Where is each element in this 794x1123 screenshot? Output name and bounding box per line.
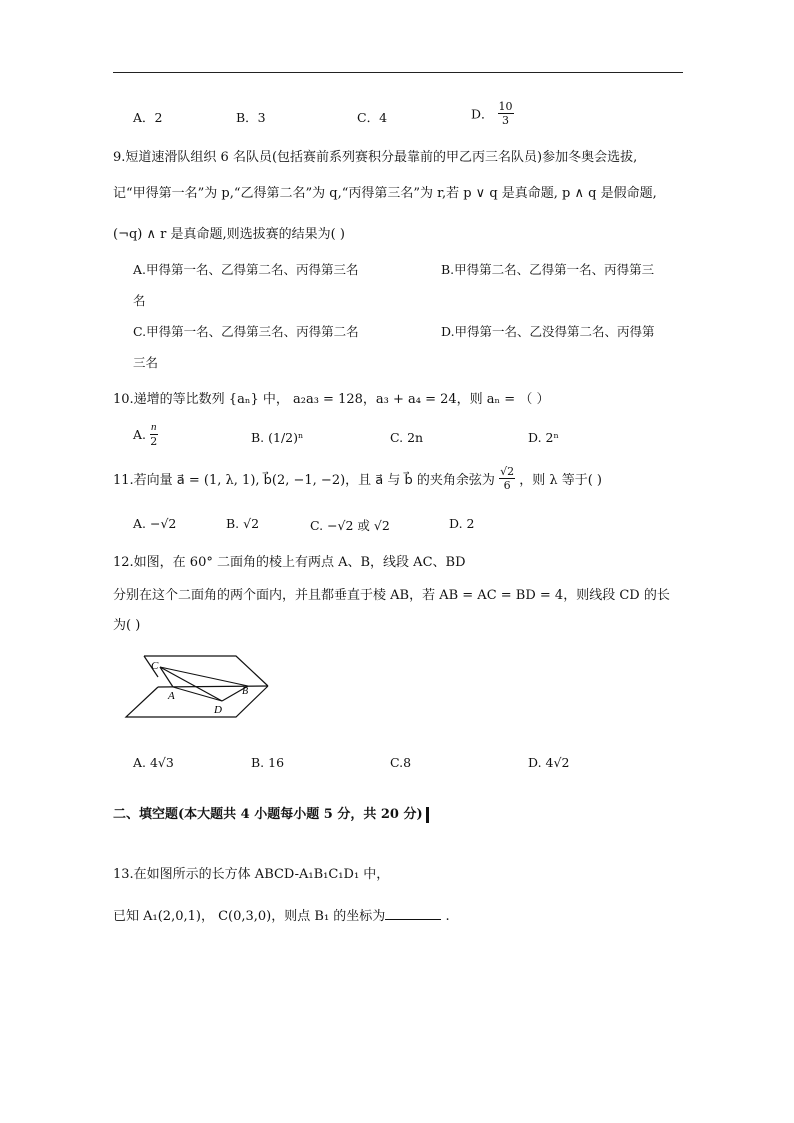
q9-stem-line2: 记“甲得第一名”为 p,“乙得第二名”为 q,“丙得第三名”为 r,若 p ∨ q 是真命题, p ∧ q 是假命题,	[113, 186, 657, 201]
q10-option-c: C. 2n	[390, 430, 424, 445]
q11-frac-denominator: 6	[503, 479, 511, 492]
q9-option-c: C.甲得第一名、乙得第三名、丙得第二名	[133, 324, 359, 339]
q9-stem-line1: 9.短道速滑队组织 6 名队员(包括赛前系列赛积分最靠前的甲乙丙三名队员)参加冬奥会选拔,	[113, 150, 638, 165]
q8-option-d-label: D．	[471, 106, 494, 122]
q9-option-d: D.甲得第一名、乙没得第二名、丙得第	[441, 324, 655, 339]
q8-option-d-fraction	[498, 101, 514, 126]
q11-option-b: B. √2	[226, 516, 260, 531]
q10-a-label: A.	[133, 427, 147, 442]
q9-stem-line3: (¬q) ∧ r 是真命题,则选拔赛的结果为( )	[113, 227, 345, 242]
ridge-line	[158, 686, 268, 687]
q12-option-a: A. 4√3	[133, 755, 174, 770]
q13-stem-after: .	[445, 909, 450, 924]
q10-option-a	[133, 422, 158, 447]
label-a: A	[168, 690, 175, 702]
label-d: D	[214, 704, 222, 716]
q11-stem-before: 11.若向量 a⃗ = (1, λ, 1), b⃗(2, −1, −2)，且 a⃗ 与 b⃗ 的夹角余弦为	[113, 473, 495, 488]
q8-option-a: A．2	[133, 110, 163, 125]
cursor-bar	[426, 807, 429, 823]
q11-option-a: A. −√2	[133, 516, 177, 531]
q8-d-denominator: 3	[502, 114, 510, 127]
label-c: C	[151, 660, 159, 672]
segment-ad	[173, 687, 222, 701]
section-heading	[113, 803, 429, 823]
q13-stem-before: 已知 A₁(2,0,1)， C(0,3,0)，则点 B₁ 的坐标为	[113, 909, 386, 924]
q8-option-d	[471, 101, 514, 126]
q12-option-d: D. 4√2	[528, 755, 570, 770]
q11-stem-after: ，则 λ 等于( )	[519, 473, 602, 488]
header-rule	[113, 72, 683, 73]
q11-frac-numerator: √2	[500, 465, 515, 478]
dihedral-angle-figure	[118, 650, 278, 725]
q9-option-b-wrap: 名	[133, 293, 146, 308]
q13-stem-line1: 13.在如图所示的长方体 ABCD-A₁B₁C₁D₁ 中，	[113, 867, 390, 882]
section-heading-text: 二、填空题(本大题共 4 小题每小题 5 分，共 20 分)	[113, 807, 423, 822]
answer-blank[interactable]	[385, 909, 441, 920]
q10-a-denominator: 2	[150, 435, 158, 448]
q8-option-b: B．3	[236, 110, 266, 125]
q12-option-c: C.8	[390, 755, 412, 770]
q9-option-d-wrap: 三名	[133, 355, 159, 370]
q8-option-c: C．4	[357, 110, 388, 125]
q11-option-d: D. 2	[449, 516, 475, 531]
q9-option-a: A.甲得第一名、乙得第二名、丙得第三名	[133, 262, 359, 277]
q12-stem-line1: 12.如图，在 60° 二面角的棱上有两点 A、B，线段 AC、BD	[113, 555, 466, 570]
q10-stem: 10.递增的等比数列 {aₙ} 中， a₂a₃ = 128，a₃ + a₄ = 24，则 aₙ = （ ）	[113, 392, 550, 407]
q12-stem-line2: 分别在这个二面角的两个面内，并且都垂直于棱 AB，若 AB = AC = BD = 4，则线段 CD 的长	[113, 588, 670, 603]
q11-option-c: C. −√2 或 √2	[310, 518, 390, 533]
label-b: B	[242, 686, 249, 697]
q10-a-numerator: n	[151, 421, 157, 433]
q12-stem-line3: 为( )	[113, 618, 141, 633]
q13-stem-line2	[113, 905, 450, 924]
q10-option-d: D. 2ⁿ	[528, 430, 559, 445]
q8-d-numerator: 10	[498, 100, 513, 113]
q9-option-b: B.甲得第二名、乙得第一名、丙得第三	[441, 262, 655, 277]
q10-a-fraction	[150, 422, 158, 447]
segment-cb	[160, 667, 248, 686]
q10-option-b: B. (1/2)ⁿ	[251, 430, 304, 445]
q11-cosine-fraction	[499, 466, 515, 491]
q12-option-b: B. 16	[251, 755, 285, 770]
q11-stem	[113, 466, 602, 491]
